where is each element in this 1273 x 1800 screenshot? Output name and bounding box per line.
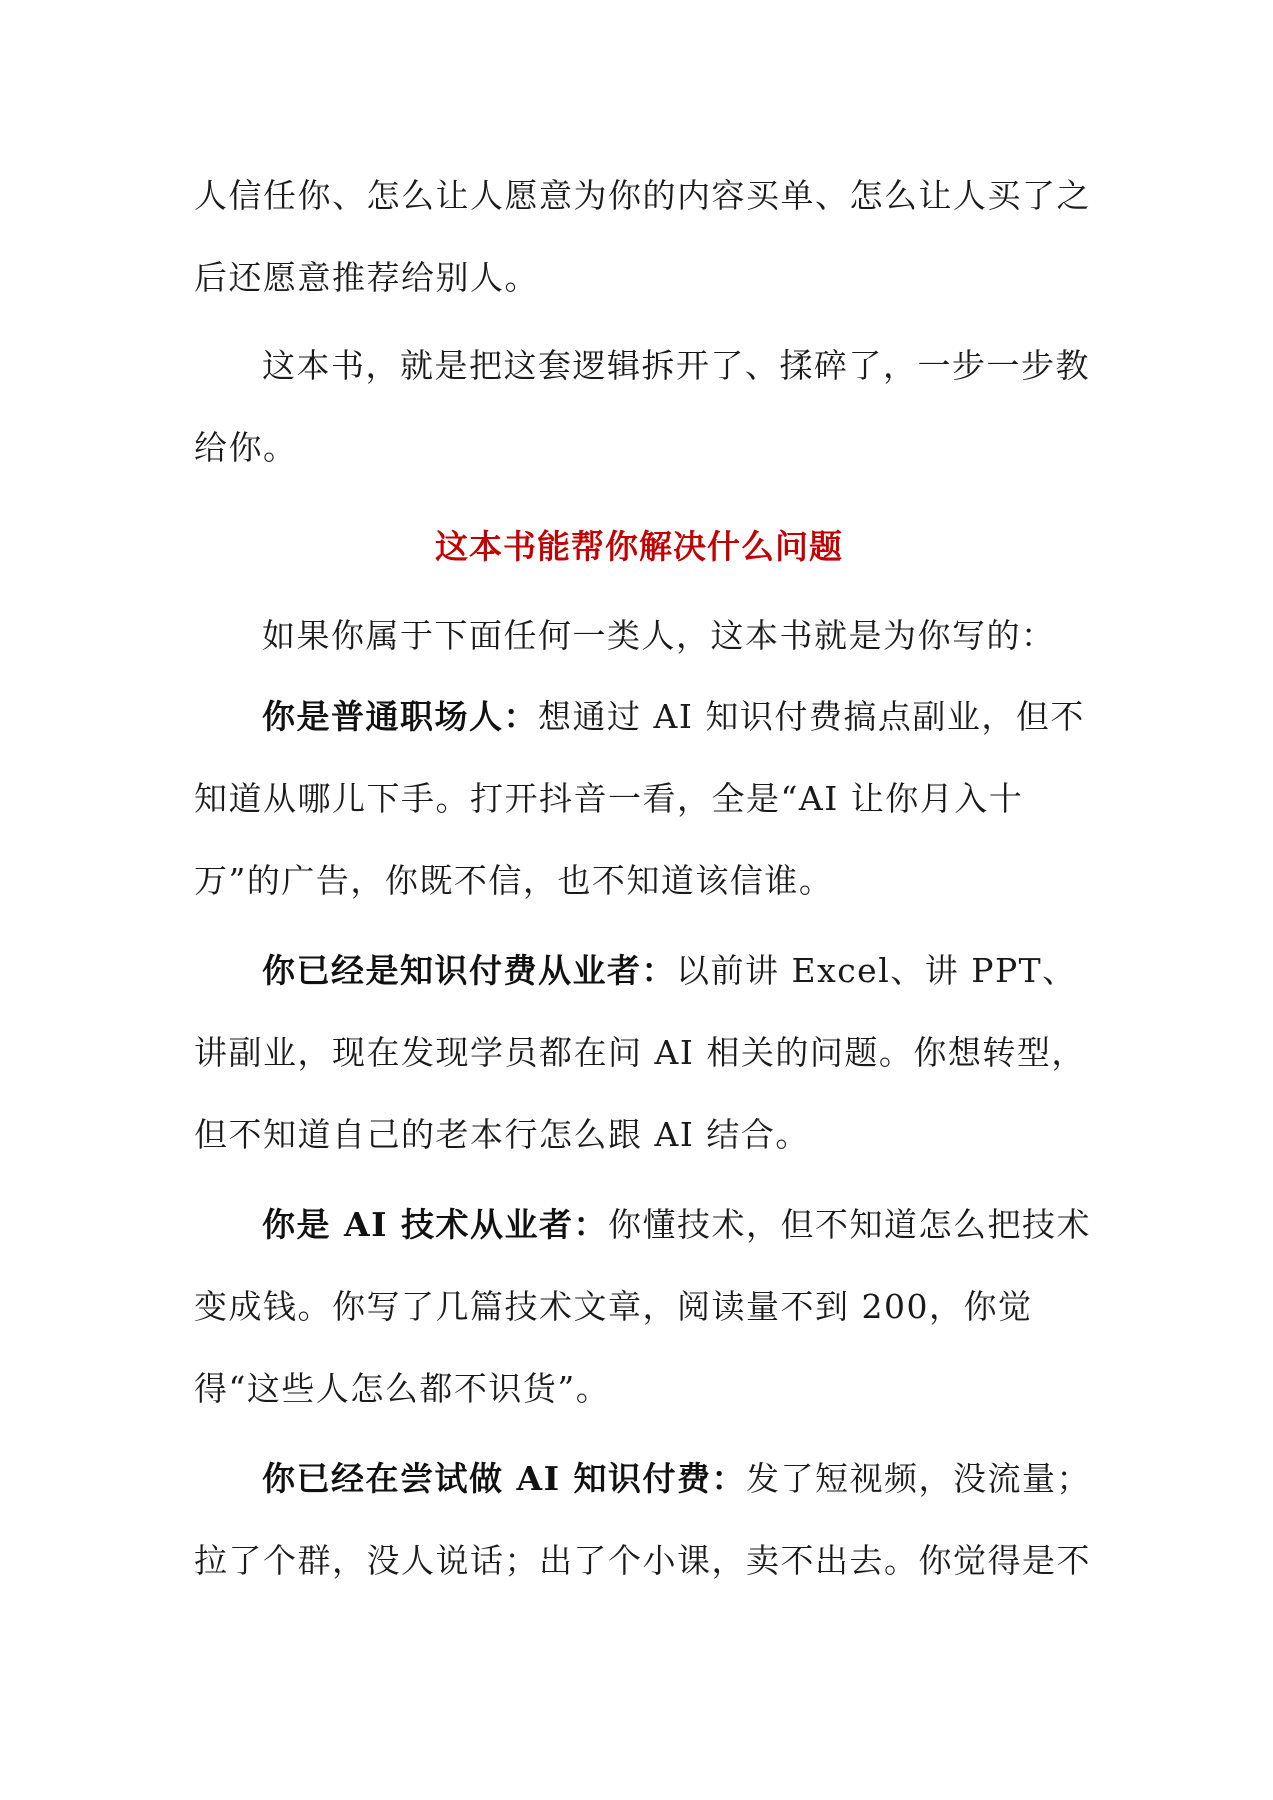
section-heading: 这本书能帮你解决什么问题 [435,527,843,566]
paragraph-2: 这本书，就是把这套逻辑拆开了、揉碎了，一步一步教给你。 [194,346,1090,467]
paragraph-1: 人信任你、怎么让人愿意为你的内容买单、怎么让人买了之后还愿意推荐给别人。 [194,176,1091,297]
paragraph-6 [194,1184,1094,1430]
paragraph-4 [194,676,1094,922]
paragraph-6-text: 你懂技术，但不知道怎么把技术变成钱。你写了几篇技术文章，阅读量不到 200，你觉得“这些人怎么都不识货”。 [194,1205,1092,1408]
paragraph-5-lead: 你已经是知识付费从业者： [262,951,676,990]
paragraph-4-lead: 你是普通职场人： [262,697,538,736]
paragraph-6-lead: 你是 AI 技术从业者： [262,1205,609,1244]
paragraph-7-lead: 你已经在尝试做 AI 知识付费： [262,1459,747,1498]
paragraph-7-text: 发了短视频，没流量；拉了个群，没人说话；出了个小课，卖不出去。你觉得是不 [194,1459,1092,1580]
paragraph-7 [194,1438,1094,1602]
paragraph-5-text: 以前讲 Excel、讲 PPT、讲副业，现在发现学员都在问 AI 相关的问题。你想转型，但不知道自己的老本行怎么跟 AI 结合。 [194,951,1086,1154]
paragraph-4-text: 想通过 AI 知识付费搞点副业，但不知道从哪儿下手。打开抖音一看，全是“AI 让你月入十万”的广告，你既不信，也不知道该信谁。 [194,697,1085,900]
paragraph-3: 如果你属于下面任何一类人，这本书就是为你写的： [262,616,1056,655]
paragraph-5 [194,930,1094,1176]
